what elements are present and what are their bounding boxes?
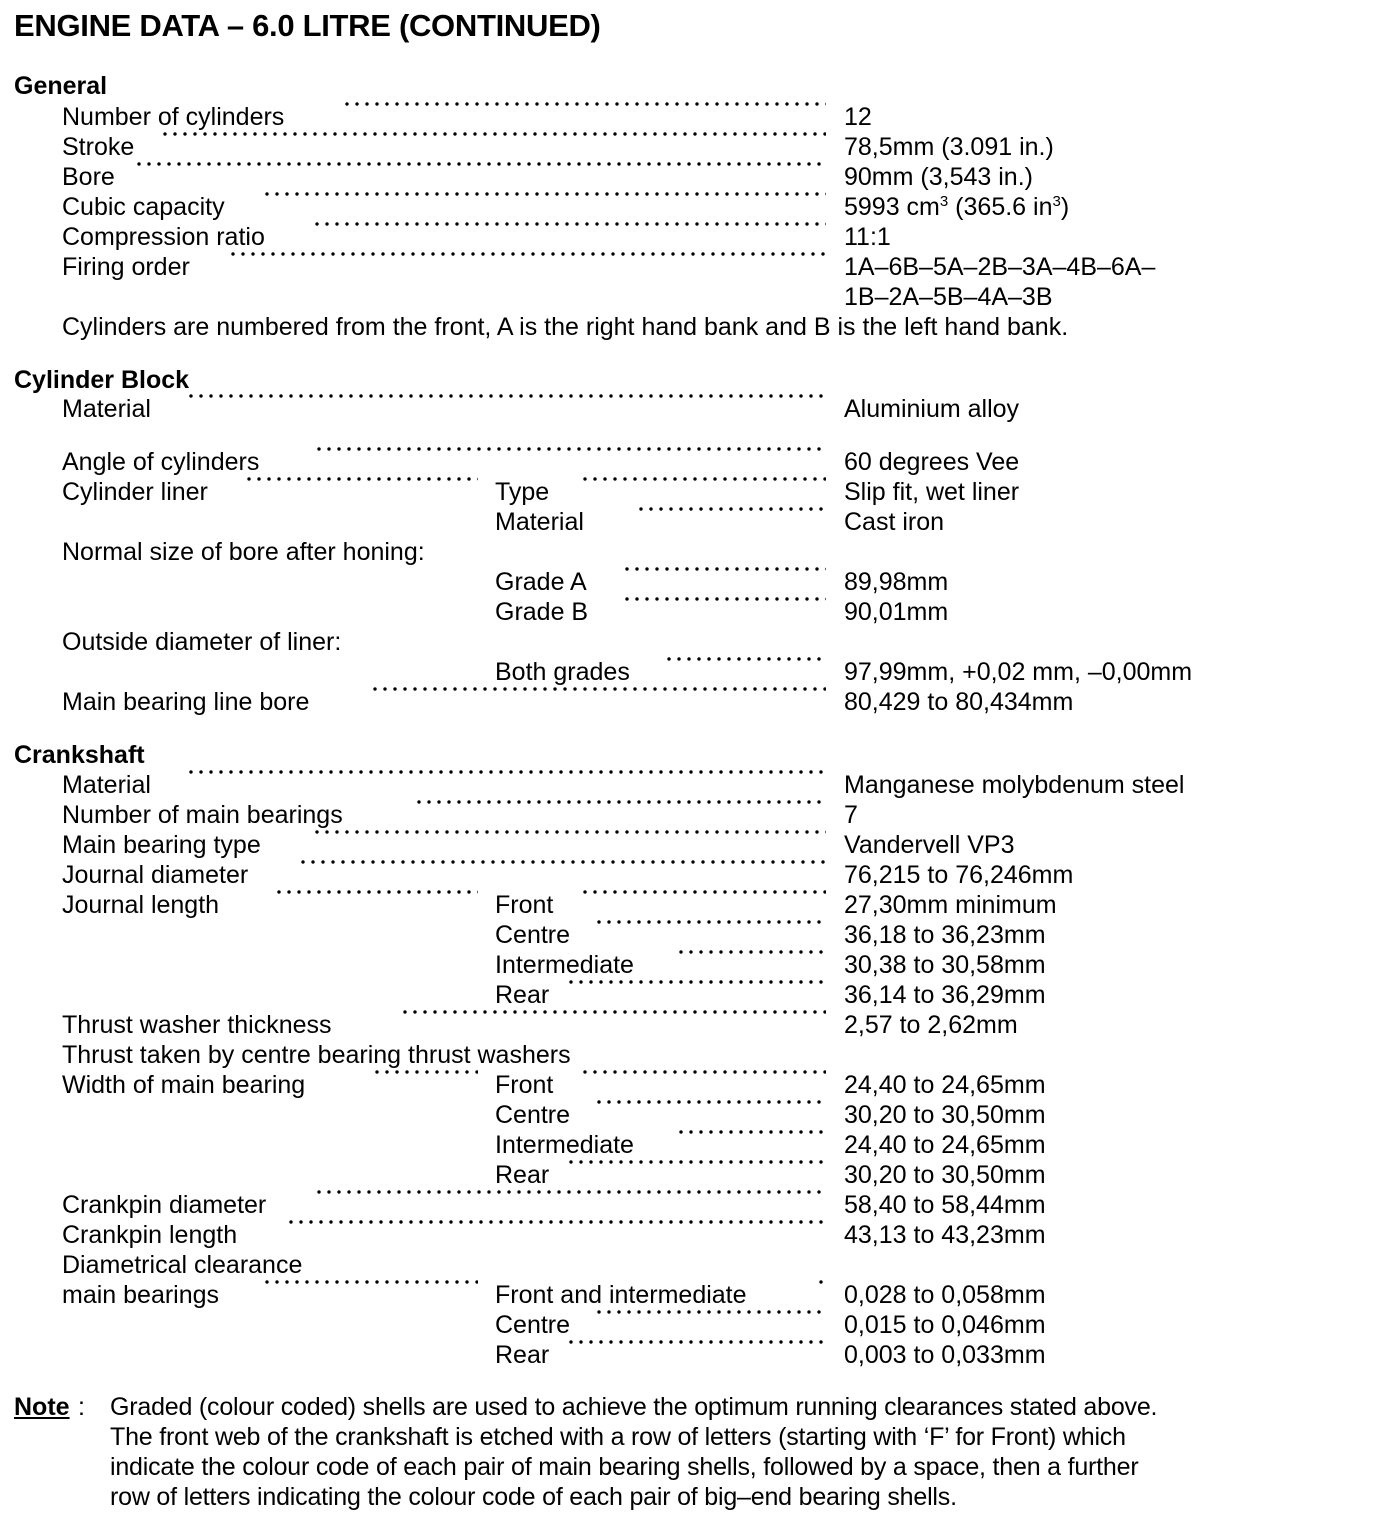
spec-value: Vandervell VP3 (844, 831, 1015, 859)
spec-row (0, 447, 1376, 477)
leader-dots (594, 920, 826, 924)
spec-sublabel: Front (495, 891, 554, 919)
spec-value: 0,003 to 0,033mm (844, 1341, 1046, 1369)
spec-label: Bore (62, 163, 115, 191)
spec-value: 90,01mm (844, 598, 949, 626)
spec-sublabel: Intermediate (495, 1131, 634, 1159)
leader-dots (286, 1220, 826, 1224)
leader-dots (312, 830, 826, 834)
spec-value: 43,13 to 43,23mm (844, 1221, 1046, 1249)
leader-dots (622, 567, 826, 571)
spec-label: Outside diameter of liner: (62, 628, 342, 656)
leader-dots (414, 800, 826, 804)
leader-dots (342, 102, 826, 106)
spec-row (0, 102, 1376, 132)
spec-sublabel: Centre (495, 1311, 571, 1339)
leader-dots (314, 1190, 826, 1194)
spec-value: 11:1 (844, 223, 891, 251)
spec-row (0, 657, 1376, 687)
spec-value: 78,5mm (3.091 in.) (844, 133, 1054, 161)
spec-row (0, 192, 1376, 222)
spec-label: Cylinder liner (62, 478, 208, 506)
note-colon: : (78, 1393, 85, 1421)
spec-label: Crankpin length (62, 1221, 238, 1249)
spec-value: 7 (844, 801, 858, 829)
leader-dots (160, 132, 826, 136)
leader-dots (228, 252, 826, 256)
spec-sublabel: Grade B (495, 598, 589, 626)
spec-row (0, 1190, 1376, 1220)
spec-value: 97,99mm, +0,02 mm, –0,00mm (844, 658, 1193, 686)
spec-row (0, 860, 1376, 890)
spec-value: 89,98mm (844, 568, 949, 596)
leader-dots (298, 860, 826, 864)
spec-row (0, 132, 1376, 162)
spec-row (0, 1340, 1376, 1370)
leader-dots (244, 477, 478, 481)
spec-value: 36,14 to 36,29mm (844, 981, 1046, 1009)
spec-row (0, 394, 1376, 424)
spec-row (0, 1160, 1376, 1190)
spec-value: 30,20 to 30,50mm (844, 1161, 1046, 1189)
leader-dots (580, 890, 826, 894)
spec-row (0, 477, 1376, 507)
spec-row (0, 222, 1376, 252)
leader-dots (566, 1340, 826, 1344)
spec-value: Slip fit, wet liner (844, 478, 1020, 506)
spec-row (0, 800, 1376, 830)
spec-label: Cubic capacity (62, 193, 225, 221)
spec-row (0, 597, 1376, 627)
spec-row (0, 1010, 1376, 1040)
leader-dots (664, 657, 826, 661)
spec-label: Journal length (62, 891, 220, 919)
spec-value: 27,30mm minimum (844, 891, 1057, 919)
section-heading-crankshaft: Crankshaft (14, 741, 145, 769)
spec-label: Normal size of bore after honing: (62, 538, 425, 566)
spec-row (0, 162, 1376, 192)
note-text (110, 1392, 1360, 1512)
spec-label: Thrust taken by centre bearing thrust washers (62, 1041, 571, 1069)
spec-sublabel: Front and intermediate (495, 1281, 747, 1309)
spec-value: 5993 $cm^3$ (365.6 $in^3$) (844, 193, 1070, 221)
leader-dots (594, 1100, 826, 1104)
spec-label: Main bearing line bore (62, 688, 310, 716)
spec-value: 24,40 to 24,65mm (844, 1131, 1046, 1159)
leader-dots (636, 507, 826, 511)
spec-sublabel: Both grades (495, 658, 630, 686)
spec-row-continued (0, 282, 1376, 312)
spec-value: 1A–6B–5A–2B–3A–4B–6A– (844, 253, 1156, 281)
leader-dots (400, 1010, 826, 1014)
spec-row (0, 1220, 1376, 1250)
page-title: ENGINE DATA – 6.0 LITRE (CONTINUED) (14, 8, 601, 43)
spec-value: 12 (844, 103, 872, 131)
spec-label: main bearings (62, 1281, 220, 1309)
leader-dots (312, 222, 826, 226)
note-line: row of letters indicating the colour code of each pair of big–end bearing shells. (110, 1483, 957, 1511)
section-heading-cylinder-block: Cylinder Block (14, 366, 190, 394)
note-label: Note (14, 1393, 70, 1421)
spec-row (0, 507, 1376, 537)
spec-label: Material (62, 771, 151, 799)
spec-row (0, 980, 1376, 1010)
section-heading-general: General (14, 72, 108, 100)
spec-row (0, 770, 1376, 800)
note-line: indicate the colour code of each pair of main bearing shells, followed by a space, then a further (110, 1453, 1139, 1481)
spec-sublabel: Rear (495, 981, 550, 1009)
spec-sublabel: Centre (495, 1101, 571, 1129)
spec-value: 90mm (3,543 in.) (844, 163, 1033, 191)
spec-row (0, 1070, 1376, 1100)
spec-label: Crankpin diameter (62, 1191, 267, 1219)
spec-value: 0,015 to 0,046mm (844, 1311, 1046, 1339)
spec-row (0, 1130, 1376, 1160)
spec-value: 0,028 to 0,058mm (844, 1281, 1046, 1309)
spec-label: Thrust washer thickness (62, 1011, 332, 1039)
spec-value: 30,20 to 30,50mm (844, 1101, 1046, 1129)
spec-label: Material (62, 395, 151, 423)
spec-value: 76,215 to 76,246mm (844, 861, 1074, 889)
spec-label: Number of cylinders (62, 103, 285, 131)
spec-value: 2,57 to 2,62mm (844, 1011, 1018, 1039)
spec-row (0, 950, 1376, 980)
leader-dots (262, 1280, 478, 1284)
leader-dots (676, 950, 826, 954)
spec-value: 30,38 to 30,58mm (844, 951, 1046, 979)
spec-row (0, 687, 1376, 717)
spec-value: Manganese molybdenum steel (844, 771, 1185, 799)
spec-label: Diametrical clearance (62, 1251, 303, 1279)
spec-label: Compression ratio (62, 223, 265, 251)
spec-label: Width of main bearing (62, 1071, 306, 1099)
spec-label: Journal diameter (62, 861, 249, 889)
spec-value: 58,40 to 58,44mm (844, 1191, 1046, 1219)
spec-label: Angle of cylinders (62, 448, 260, 476)
cylinder-numbering-note: Cylinders are numbered from the front, A is the right hand bank and B is the left hand bank. (62, 313, 1069, 341)
leader-dots (314, 447, 826, 451)
spec-row (0, 1280, 1376, 1310)
spec-row (0, 1100, 1376, 1130)
spec-sublabel: Centre (495, 921, 571, 949)
spec-row (0, 830, 1376, 860)
leader-dots (372, 1070, 478, 1074)
spec-sublabel: Rear (495, 1161, 550, 1189)
spec-label: Stroke (62, 133, 135, 161)
leader-dots (262, 192, 826, 196)
leader-dots (186, 770, 826, 774)
spec-value: 60 degrees Vee (844, 448, 1020, 476)
leader-dots (134, 162, 826, 166)
leader-dots (622, 597, 826, 601)
leader-dots (566, 980, 826, 984)
leader-dots (676, 1130, 826, 1134)
spec-sublabel: Rear (495, 1341, 550, 1369)
spec-label: Number of main bearings (62, 801, 343, 829)
spec-row (0, 1310, 1376, 1340)
leader-dots (186, 394, 826, 398)
spec-value: Cast iron (844, 508, 945, 536)
leader-dots (566, 1160, 826, 1164)
spec-row (0, 252, 1376, 282)
spec-sublabel: Front (495, 1071, 554, 1099)
leader-dots (594, 1310, 826, 1314)
note-line: The front web of the crankshaft is etched with a row of letters (starting with ‘F’ for Front) which (110, 1423, 1126, 1451)
leader-dots (370, 687, 826, 691)
spec-label: Main bearing type (62, 831, 261, 859)
spec-row (0, 920, 1376, 950)
leader-dots (274, 890, 478, 894)
leader-dots (580, 477, 826, 481)
spec-sublabel: Intermediate (495, 951, 634, 979)
spec-sublabel: Grade A (495, 568, 587, 596)
spec-row (0, 890, 1376, 920)
spec-value: 24,40 to 24,65mm (844, 1071, 1046, 1099)
leader-dots (816, 1280, 828, 1284)
spec-value: 36,18 to 36,23mm (844, 921, 1046, 949)
spec-sublabel: Type (495, 478, 550, 506)
spec-row (0, 567, 1376, 597)
note-line: Graded (colour coded) shells are used to achieve the optimum running clearances stated above. (110, 1393, 1158, 1421)
spec-sublabel: Material (495, 508, 584, 536)
spec-label: Firing order (62, 253, 190, 281)
spec-value: 1B–2A–5B–4A–3B (844, 283, 1053, 311)
spec-value: 80,429 to 80,434mm (844, 688, 1074, 716)
spec-value: Aluminium alloy (844, 395, 1020, 423)
leader-dots (580, 1070, 826, 1074)
